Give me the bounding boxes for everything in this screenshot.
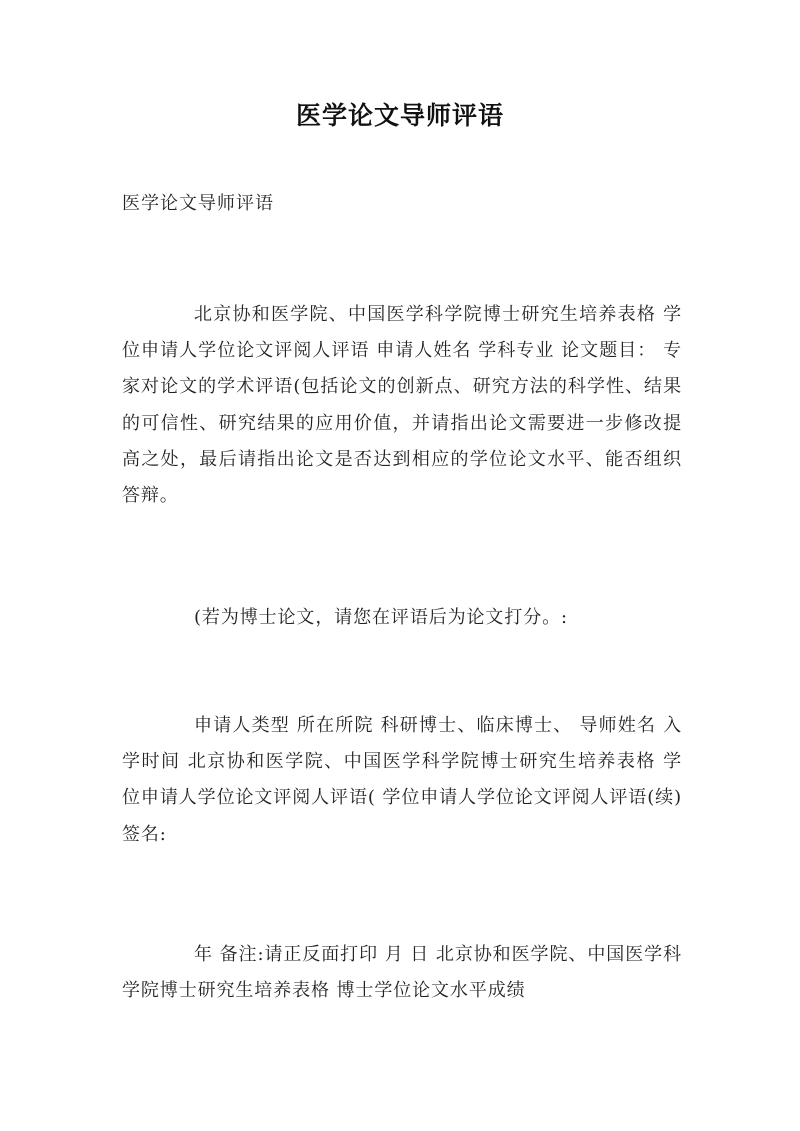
document-subtitle: 医学论文导师评语	[122, 193, 274, 214]
paragraph-score-note: (若为博士论文，请您在评语后为论文打分。:	[194, 607, 568, 628]
page-title: 医学论文导师评语	[295, 101, 504, 130]
paragraph-applicant-info: 申请人类型 所在所院 科研博士、临床博士、 导师姓名 入学时间 北京协和医学院、中国医学科学院博士研究生培养表格 学位申请人学位论文评阅人评语( 学位申请人学位论文评阅人评语(续) 签名:	[122, 715, 682, 845]
paragraph-remarks: 年 备注:请正反面打印 月 日 北京协和医学院、中国医学科学院博士研究生培养表格 博士学位论文水平成绩	[122, 944, 682, 1002]
paragraph-review-form: 北京协和医学院、中国医学科学院博士研究生培养表格 学位申请人学位论文评阅人评语 申请人姓名 学科专业 论文题目： 专家对论文的学术评语(包括论文的创新点、研究方法的科学性、结果的可信性、研究结果的应用价值，并请指出论文需要进一步修改提高之处，最后请指出论文是否达到相应的学位论文水平、能否组织答辩。	[122, 304, 682, 507]
